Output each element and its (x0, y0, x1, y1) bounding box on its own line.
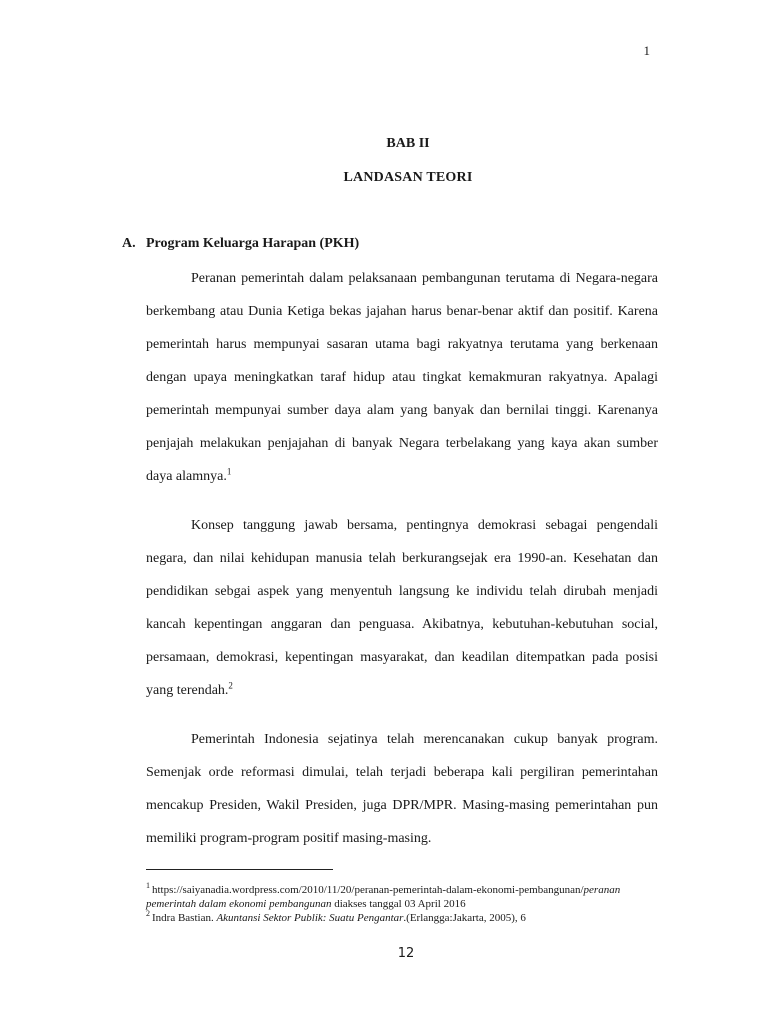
paragraph-3 (146, 723, 658, 855)
chapter-subtitle: LANDASAN TEORI (343, 170, 473, 185)
footnote-2-after: .(Erlangga:Jakarta, 2005), 6 (403, 912, 526, 924)
footnote-2-mark: 2 (146, 909, 150, 919)
section-heading (122, 236, 359, 252)
page-number-bottom: 12 (397, 946, 415, 961)
section-heading-text: Program Keluarga Harapan (PKH) (146, 236, 360, 251)
footnote-1-url[interactable]: https://saiyanadia.wordpress.com/2010/11/20/peranan-pemerintah-dalam-ekonomi-pembangunan/ (152, 884, 584, 896)
footnote-ref-2: 2 (228, 680, 233, 691)
footnote-1 (146, 883, 658, 911)
page-number-top: 1 (643, 43, 650, 58)
section-marker: A. (122, 236, 136, 251)
footnote-ref-1: 1 (226, 466, 232, 477)
footnote-1-after: diakses tanggal 03 April 2016 (331, 898, 466, 910)
paragraph-3-text: Pemerintah Indonesia sejatinya telah merencanakan cukup banyak program. Semenjak orde reformasi dimulai, telah terjadi beberapa kali pergiliran pemerintahan mencakup Presiden, Wakil Presiden, juga DPR/MPR. Masing-masing pemerintahan pun memiliki program-program positif masing-masing. (146, 732, 658, 846)
footnote-2-italic: Akuntansi Sektor Publik: Suatu Pengantar (216, 912, 404, 924)
paragraph-1 (146, 262, 658, 493)
footnote-1-mark: 1 (146, 881, 150, 891)
footnote-separator (146, 869, 333, 870)
footnote-2 (146, 911, 658, 925)
footnote-1-italic: peranan pemerintah dalam ekonomi pembangunan (146, 884, 621, 910)
paragraph-1-text: Peranan pemerintah dalam pelaksanaan pembangunan terutama di Negara-negara berkembang atau Dunia Ketiga bekas jajahan harus benar-benar aktif dan positif. Karena pemerintah harus mempunyai sasaran utama bagi rakyatnya terutama yang berkenaan dengan upaya meningkatkan taraf hidup atau tingkat kemakmuran rakyatnya. Apalagi pemerintah mempunyai sumber daya alam yang banyak dan bernilai tinggi. Karenanya penjajah melakukan penjajahan di banyak Negara terbelakang yang kaya akan sumber daya alamnya. (146, 271, 658, 484)
footnotes (146, 883, 658, 925)
paragraph-2-text: Konsep tanggung jawab bersama, pentingnya demokrasi sebagai pengendali negara, dan nilai kehidupan manusia telah berkurangsejak era 1990-an. Kesehatan dan pendidikan sebgai aspek yang menyentuh langsung ke individu telah dirubah menjadi kancah kepentingan anggaran dan penguasa. Akibatnya, kebutuhan-kebutuhan social, persamaan, demokrasi, kepentingan masyarakat, dan keadilan ditempatkan pada posisi yang terendah. (146, 518, 658, 698)
footnote-2-author: Indra Bastian. (152, 912, 217, 924)
paragraph-2 (146, 509, 658, 707)
chapter-title: BAB II (386, 136, 430, 151)
